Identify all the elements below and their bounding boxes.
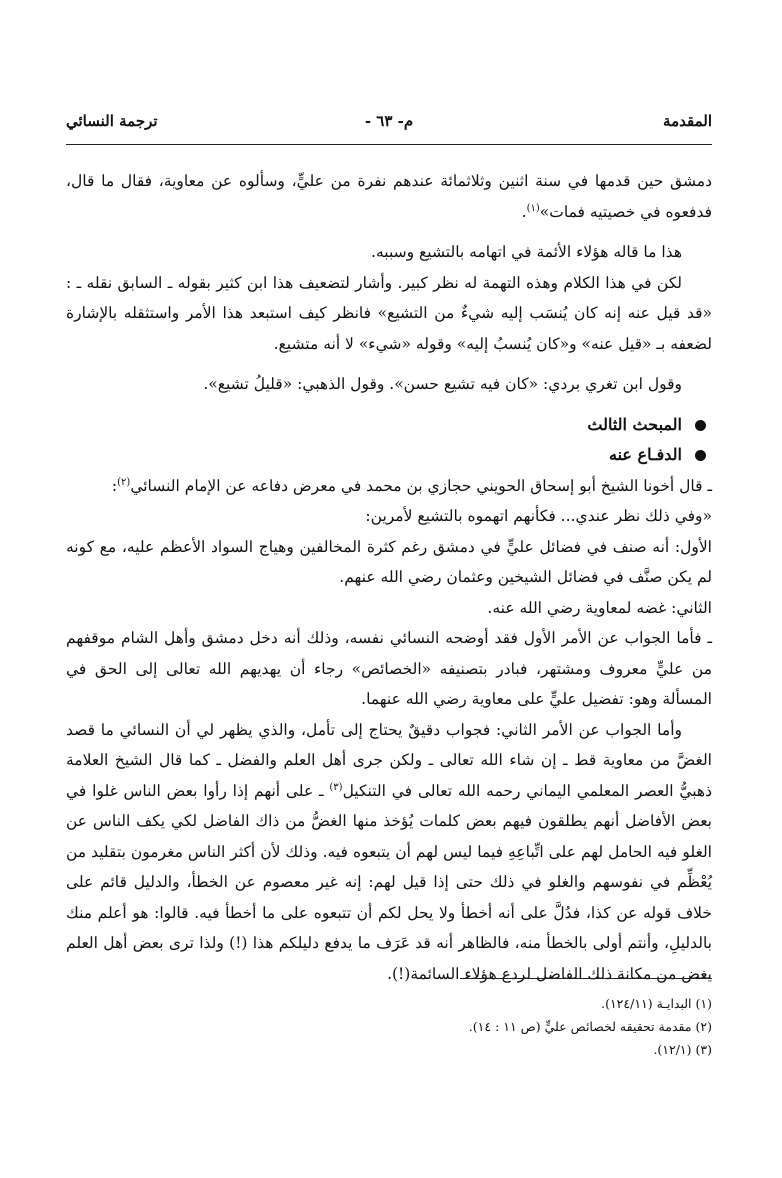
paragraph [66, 715, 712, 990]
section-heading [66, 410, 712, 441]
paragraph [66, 471, 712, 502]
section-heading [66, 440, 712, 471]
paragraph: «وفي ذلك نظر عندي... فكأنهم اتهموه بالتشيع لأمرين: [365, 507, 712, 525]
footnote: (٢) مقدمة تحقيقه لخصائص عليٍّ (ص ١١ : ١٤). [468, 1019, 712, 1034]
paragraph: لكن في هذا الكلام وهذه التهمة له نظر كبير. وأشار لتضعيف هذا ابن كثير بقوله ـ السابق نقله ـ : «قد قيل عنه إنه كان يُنسَب إليه شيءٌ من التشيع» فانظر كيف استبعد هذا الأمر واستثقله بالإشارة لضعفه بـ «قيل عنه» و«كان يُنسبُ إليه» وقوله «شيء» لا أنه متشيع. [66, 273, 712, 353]
header-book-title: ترجمة النسائي [66, 112, 158, 130]
paragraph-end: . [521, 202, 527, 221]
footnote-ref: (٣) [329, 781, 343, 793]
footnote: (٣) (١٢/١). [653, 1042, 712, 1057]
paragraph-end: : [111, 476, 118, 495]
header-divider [66, 144, 712, 145]
paragraph-text: ـ قال أخونا الشيخ أبو إسحاق الحويني حجازي بن محمد في معرض دفاعه عن الإمام النسائي [130, 476, 712, 495]
bullet-icon [695, 420, 706, 431]
paragraph-text-cont: ـ على أنهم إذا رأوا بعض الناس غلوا في بعض الأفاضل أنهم يطلقون فيهم بعض كلمات يُؤخذ منها الغضُّ من ذاك الفاضل لكي يكف الناس عن الغلو فيه الحامل لهم على اتِّباعِهِ فيما ليس لهم أن يتبعوه فيه. وذلك لأن أكثر الناس مغرمون بتقليد من يُعْظِّم في نفوسهم والغلو في ذلك حتى إذا قيل لهم: إنه غير معصوم عن الخطأ، والدليل قائم على خلاف قوله عن كذا، فدُلَّ على أنه أخطأ ولا يحل لكم أن تتبعوه على ما أخطأ فيه. قالوا: هو أعلم منك بالدليلِ، وأنتم أولى بالخطأ منه، فالظاهر أنه قد عَرَف ما يدفع دليلكم هذا (!) ولذا ترى بعض أهل العلم يغض من مكانة ذلك الفاضل لردع هؤلاء السائمة(!). [66, 781, 712, 983]
page-number: م- ٦٣ - [364, 112, 414, 130]
heading-text: الدفـاع عنه [609, 445, 682, 464]
paragraph: وقول ابن تغري بردي: «كان فيه تشيع حسن». وقول الذهبي: «قليلُ تشيع». [203, 375, 682, 393]
paragraph-text: دمشق حين قدمها في سنة اثنين وثلاثمائة عندهم نفرة من عليٍّ، وسألوه عن معاوية، فقال ما قال، فدفعوه في خصيتيه فمات» [66, 172, 712, 221]
paragraph: ـ فأما الجواب عن الأمر الأول فقد أوضحه النسائي نفسه، وذلك أنه دخل دمشق وأهل الشام موقفهم من عليٍّ معروف ومشتهر، فبادر بتصنيفه «الخصائص» رجاء أن يهديهم الله تعالى إلى الحق في المسألة وهو: تفضيل عليٍّ على معاوية رضي الله عنهما. [66, 629, 712, 708]
footnote-divider [460, 978, 712, 979]
heading-text: المبحث الثالث [587, 414, 682, 434]
paragraph-text: وأما الجواب عن الأمر الثاني: فجواب دقيقٌ يحتاج إلى تأمل، والذي يظهر لي أن النسائي ما قصد الغضَّ من معاوية قط ـ إن شاء الله تعالى ـ ولكن جرى أهل العلم والفضل ـ كما قال الشيخ العلامة ذهبيُّ العصر المعلمي اليماني رحمه الله تعالى في التنكيل [66, 720, 713, 800]
paragraph: الثاني: غضه لمعاوية رضي الله عنه. [487, 598, 712, 617]
footnotes [312, 992, 712, 1061]
paragraph: هذا ما قاله هؤلاء الأئمة في اتهامه بالتشيع وسببه. [371, 243, 682, 261]
footnote: (١) البدايـة (١٢٤/١١). [601, 996, 712, 1011]
running-header [66, 112, 712, 140]
paragraph: الأول: أنه صنف في فضائل عليٍّ في دمشق رغم كثرة المخالفين وهياج السواد الأعظم عليه، مع كونه لم يكن صنَّف في فضائل الشيخين وعثمان رضي الله عنهم. [66, 537, 712, 586]
bullet-icon [695, 450, 706, 461]
main-text [66, 166, 712, 989]
header-section-title: المقدمة [663, 112, 712, 130]
paragraph [66, 166, 712, 227]
footnote-ref: (٢) [117, 476, 131, 488]
footnote-ref: (١) [526, 202, 540, 214]
